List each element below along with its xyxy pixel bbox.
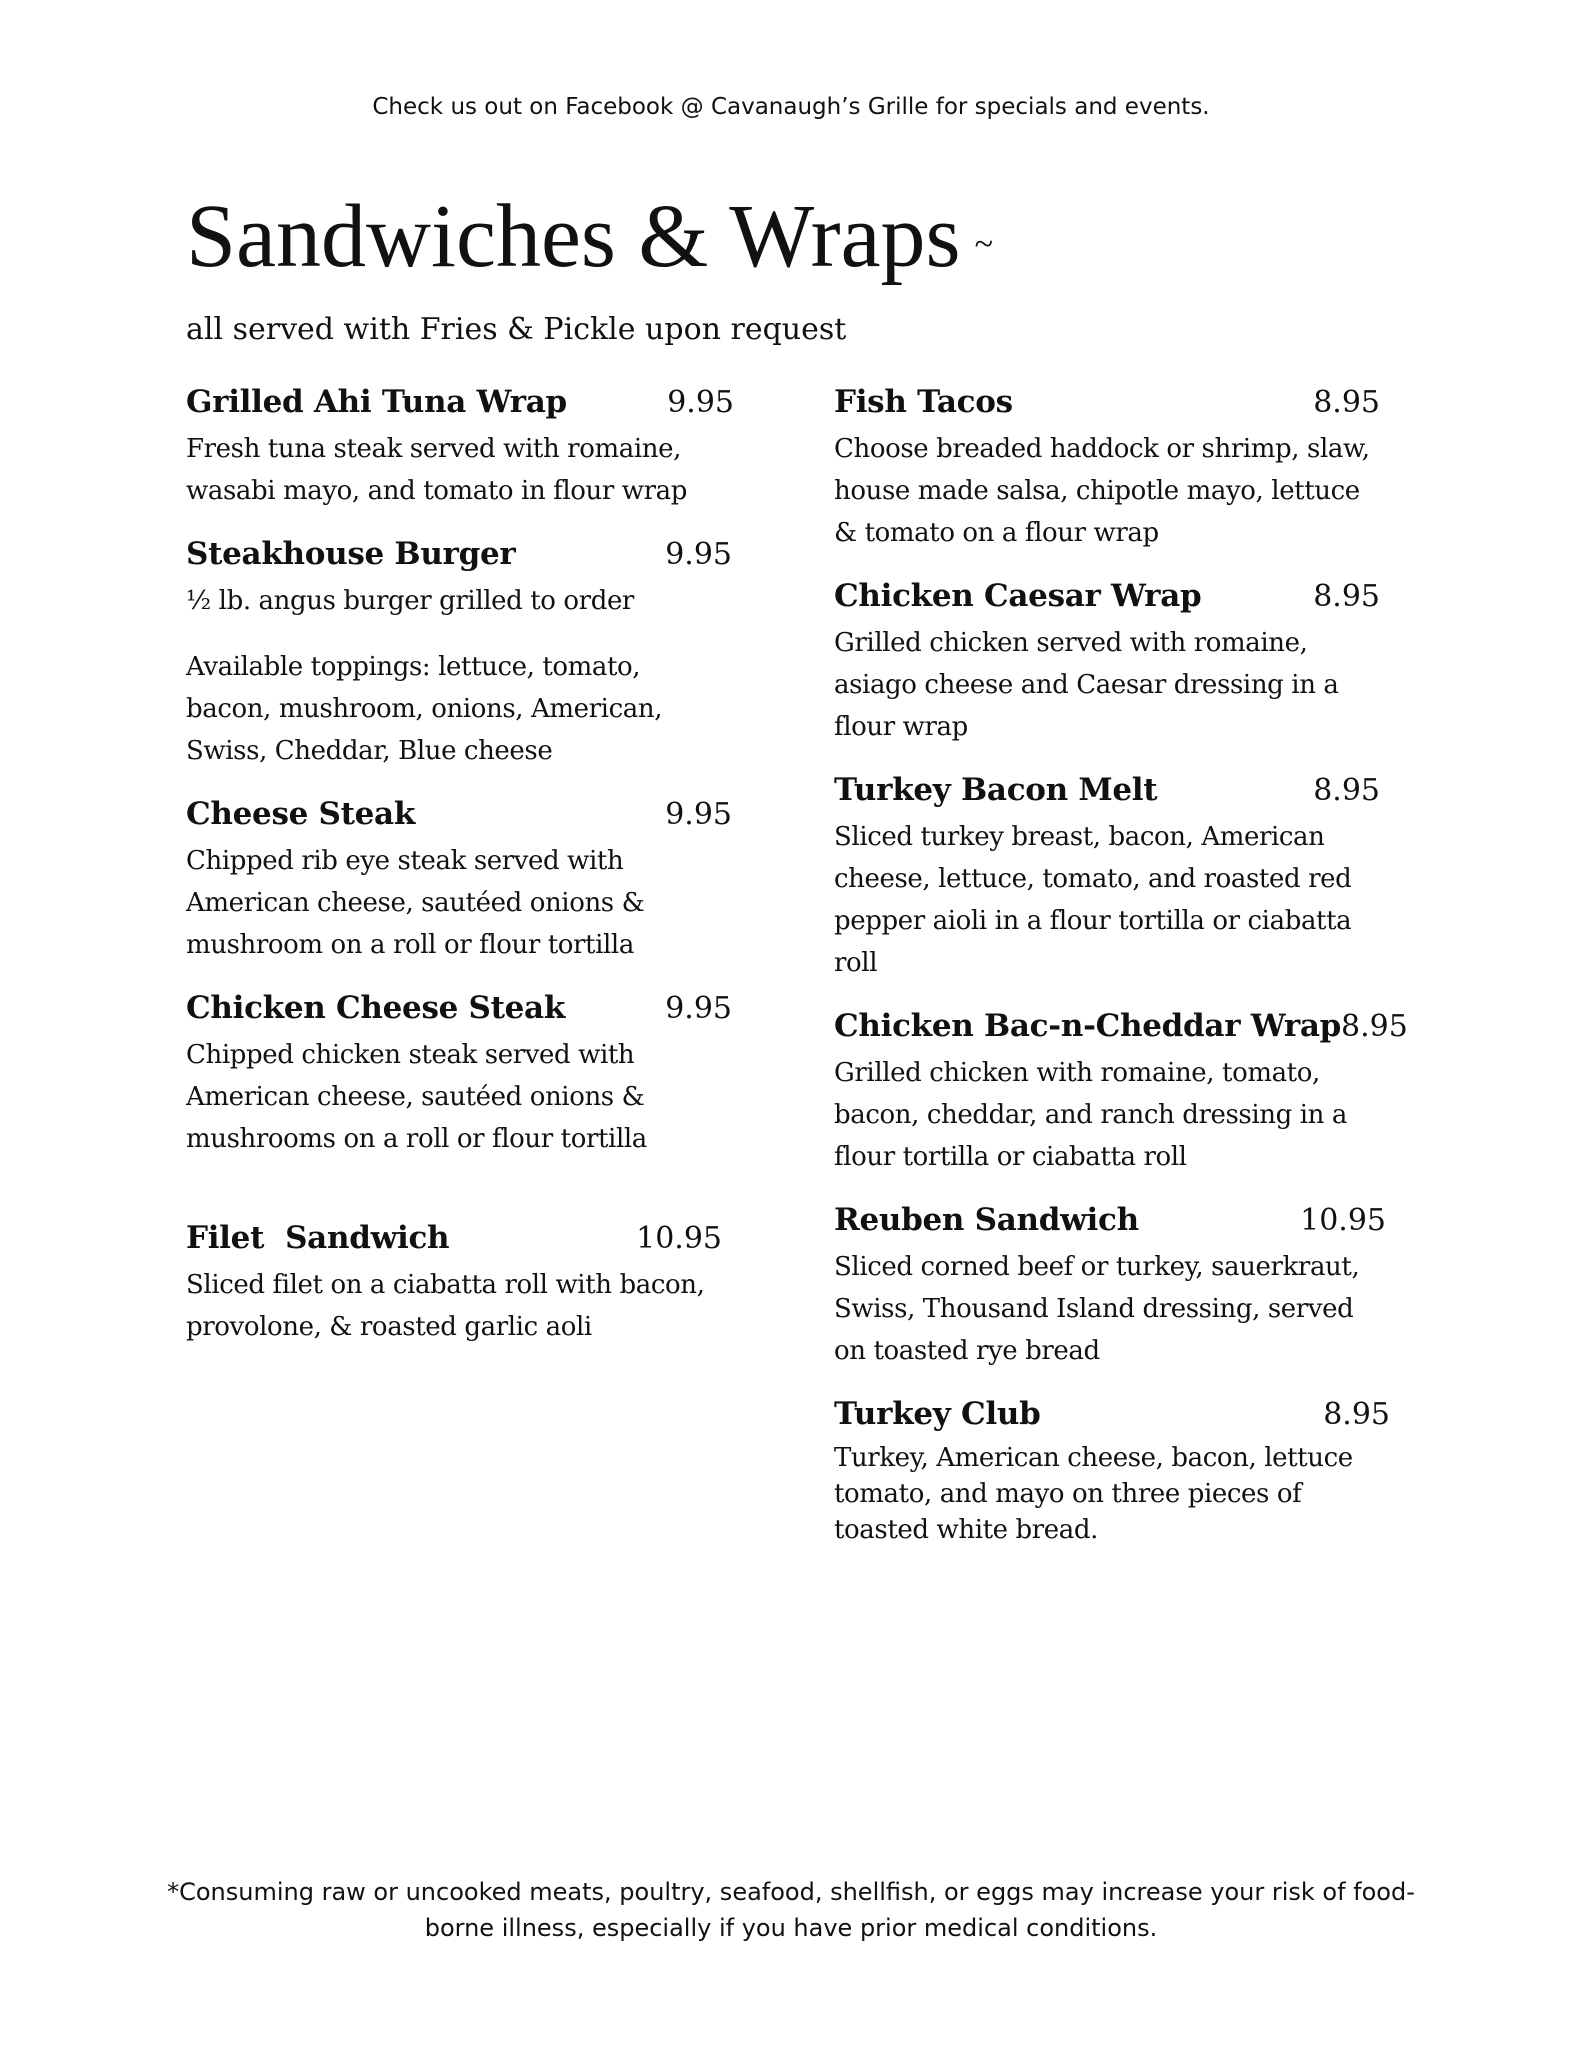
description-line: wasabi mayo, and tomato in flour wrap [186,476,688,506]
description-line: roll [834,948,878,978]
menu-item-description [186,580,732,622]
menu-item-name: Grilled Ahi Tuna Wrap [186,384,567,420]
menu-item [834,1396,1390,1548]
description-line: asiago cheese and Caesar dressing in a [834,670,1339,700]
description-line: provolone, & roasted garlic aoli [186,1312,592,1342]
menu-item-name: Reuben Sandwich [834,1202,1139,1238]
menu-item-description [834,622,1380,748]
menu-item-name: Chicken Cheese Steak [186,990,566,1026]
menu-item [834,578,1380,748]
menu-item [834,384,1380,554]
description-line: & tomato on a flour wrap [834,518,1159,548]
toppings-note [186,646,732,772]
toppings-line: Available toppings: lettuce, tomato, [186,652,641,682]
menu-item-name: Turkey Club [834,1396,1041,1432]
menu-item-name: Chicken Caesar Wrap [834,578,1202,614]
menu-item-price: 8.95 [1341,1009,1408,1044]
page-title [186,187,993,286]
menu-item [186,990,732,1160]
description-line: Turkey, American cheese, bacon, lettuce [834,1443,1353,1473]
section-subtitle: all served with Fries & Pickle upon request [186,312,847,347]
menu-column-left [186,384,746,1348]
menu-item [186,536,732,772]
menu-item-price: 8.95 [1313,385,1380,420]
menu-item-name: Chicken Bac-n-Cheddar Wrap [834,1008,1342,1044]
title-ornament: ~ [974,226,993,264]
section-title-text: Sandwiches & Wraps [186,187,961,286]
menu-item-price: 9.95 [665,797,732,832]
toppings-line: Swiss, Cheddar, Blue cheese [186,736,553,766]
menu-item-description [834,1246,1386,1372]
description-line: flour wrap [834,712,968,742]
description-line: flour tortilla or ciabatta roll [834,1142,1187,1172]
menu-item [834,772,1380,984]
description-line: Choose breaded haddock or shrimp, slaw, [834,434,1370,464]
menu-item-name: Steakhouse Burger [186,536,516,572]
description-line: house made salsa, chipotle mayo, lettuce [834,476,1360,506]
menu-item-price: 9.95 [667,385,734,420]
menu-item-description [834,816,1380,984]
description-line: cheese, lettuce, tomato, and roasted red [834,864,1352,894]
description-line: mushroom on a roll or flour tortilla [186,930,634,960]
facebook-notice: Check us out on Facebook @ Cavanaugh’s Grille for specials and events. [372,94,1210,120]
warning-line: borne illness, especially if you have prior medical conditions. [424,1914,1158,1942]
menu-item-price: 9.95 [665,991,732,1026]
menu-item-description [834,428,1380,554]
menu-item-description [186,1264,722,1348]
description-line: on toasted rye bread [834,1336,1100,1366]
menu-item [186,796,732,966]
description-line: toasted white bread. [834,1515,1098,1545]
warning-line: *Consuming raw or uncooked meats, poultry, seafood, shellfish, or eggs may increase your risk of food- [167,1878,1415,1906]
description-line: Sliced filet on a ciabatta roll with bacon, [186,1270,705,1300]
food-safety-warning [150,1874,1432,1946]
menu-item-price: 8.95 [1313,773,1380,808]
description-line: Chipped chicken steak served with [186,1040,635,1070]
menu-item-description [834,1440,1390,1548]
menu-item-price: 9.95 [665,537,732,572]
description-line: Fresh tuna steak served with romaine, [186,434,681,464]
description-line: Grilled chicken with romaine, tomato, [834,1058,1320,1088]
description-line: pepper aioli in a flour tortilla or ciabatta [834,906,1352,936]
menu-item-description [186,1034,732,1160]
menu-item-name: Cheese Steak [186,796,416,832]
menu-item-description [186,428,734,512]
menu-item-price: 8.95 [1313,579,1380,614]
description-line: Sliced corned beef or turkey, sauerkraut, [834,1252,1360,1282]
description-line: Chipped rib eye steak served with [186,846,624,876]
menu-column-right [834,384,1408,1548]
menu-item-price: 10.95 [636,1221,722,1256]
menu-item-name: Turkey Bacon Melt [834,772,1158,808]
menu-item [834,1008,1408,1178]
description-line: Sliced turkey breast, bacon, American [834,822,1325,852]
menu-item [834,1202,1386,1372]
description-line: American cheese, sautéed onions & [186,1082,645,1112]
description-line: American cheese, sautéed onions & [186,888,645,918]
toppings-line: bacon, mushroom, onions, American, [186,694,663,724]
description-line: mushrooms on a roll or flour tortilla [186,1124,647,1154]
menu-item-price: 8.95 [1323,1397,1390,1432]
menu-item [186,1220,722,1348]
menu-item-price: 10.95 [1300,1203,1386,1238]
description-line: Swiss, Thousand Island dressing, served [834,1294,1354,1324]
description-line: Grilled chicken served with romaine, [834,628,1308,658]
menu-item-name: Fish Tacos [834,384,1013,420]
description-line: ½ lb. angus burger grilled to order [186,586,634,616]
menu-item-name: Filet Sandwich [186,1220,450,1256]
menu-item-description [834,1052,1390,1178]
menu-item [186,384,734,512]
menu-item-description [186,840,732,966]
description-line: bacon, cheddar, and ranch dressing in a [834,1100,1347,1130]
description-line: tomato, and mayo on three pieces of [834,1479,1302,1509]
